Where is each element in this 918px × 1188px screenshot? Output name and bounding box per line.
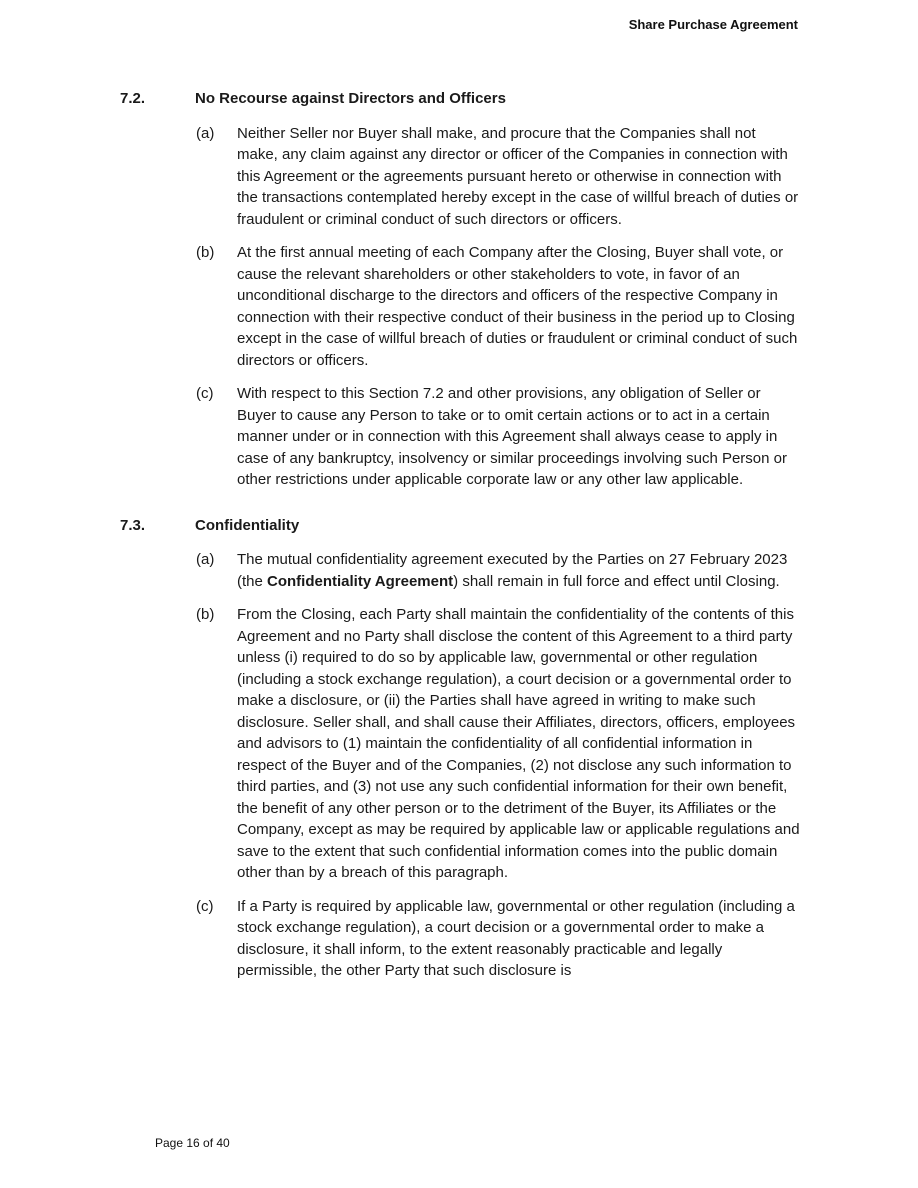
clause-marker: (c) — [196, 385, 214, 402]
clause-item — [196, 896, 810, 982]
clause-item — [196, 383, 810, 491]
section-7-2 — [120, 88, 810, 491]
clause-marker: (a) — [196, 124, 215, 142]
clause-item — [196, 604, 810, 884]
clause-marker: (a) — [196, 551, 215, 568]
section-title: No Recourse against Directors and Officers — [195, 90, 506, 107]
clause-text-segment: The mutual confidentiality agreement executed by the Parties on 27 February 2023 (the — [237, 551, 788, 590]
clause-text: At the first annual meeting of each Company after the Closing, Buyer shall vote, or cause the relevant shareholders or other stakeholders to vote, in favor of an unconditional discharge to the directors and officers of the respective Company in connection with their respective conduct of their business in the period up to Closing except in the case of willful breach of duties or fraudulent or criminal conduct of such directors or officers. — [237, 244, 798, 369]
clause-text-segment: ) shall remain in full force and effect until Closing. — [453, 572, 780, 590]
clause-text: If a Party is required by applicable law, governmental or other regulation (including a stock exchange regulation), a court decision or a governmental order to make a disclosure, it shall inform, to the extent reasonably practicable and legally permissible, the other Party that such disclosure is — [237, 897, 795, 979]
document-body — [120, 88, 810, 994]
section-title: Confidentiality — [195, 516, 300, 534]
page-number-label: Page 16 of 40 — [155, 1136, 230, 1150]
clause-marker: (b) — [196, 606, 215, 623]
section-number: 7.2. — [120, 90, 146, 107]
section-heading — [120, 88, 810, 110]
clause-marker: (c) — [196, 897, 214, 915]
clause-item — [196, 242, 810, 371]
section-number: 7.3. — [120, 516, 146, 534]
defined-term: Confidentiality Agreement — [267, 572, 454, 590]
clause-text — [237, 549, 800, 592]
clause-item — [196, 123, 810, 231]
document-header-title: Share Purchase Agreement — [628, 17, 798, 32]
clause-item — [196, 549, 810, 592]
clause-marker: (b) — [196, 244, 215, 261]
section-7-3 — [120, 515, 810, 982]
clause-text: From the Closing, each Party shall maintain the confidentiality of the contents of this Agreement and no Party shall disclose the content of this Agreement to a third party unless (i) required to do so by applicable law, governmental or other regulation (including a stock exchange regulation), a court decision or a governmental order to make a disclosure, or (ii) the Parties shall have agreed in writing to make such disclosure. Seller shall, and shall cause their Affiliates, directors, officers, employees and advisors to (1) maintain the confidentiality of all confidential information in respect of the Buyer and of the Companies, (2) not disclose any such information to third parties, and (3) not use any such confidential information for their own benefit, the benefit of any other person or to the detriment of the Buyer, its Affiliates or the Company, except as may be required by applicable law or applicable regulations and save to the extent that such confidential information comes into the public domain other than by a breach of this paragraph. — [237, 606, 800, 881]
clause-text: Neither Seller nor Buyer shall make, and procure that the Companies shall not make, any claim against any director or officer of the Companies in connection with this Agreement or the agreements pursuant hereto or otherwise in connection with the transactions contemplated hereby except in the case of willful breach of duties or fraudulent or criminal conduct of such directors or officers. — [237, 124, 799, 228]
section-heading — [120, 515, 810, 537]
clause-text: With respect to this Section 7.2 and other provisions, any obligation of Seller or Buyer to cause any Person to take or to omit certain actions or to act in a certain manner under or in connection with this Agreement shall always cease to apply in case of any bankruptcy, insolvency or similar proceedings involving such Person or other restrictions under applicable corporate law or any other law applicable. — [237, 385, 787, 488]
